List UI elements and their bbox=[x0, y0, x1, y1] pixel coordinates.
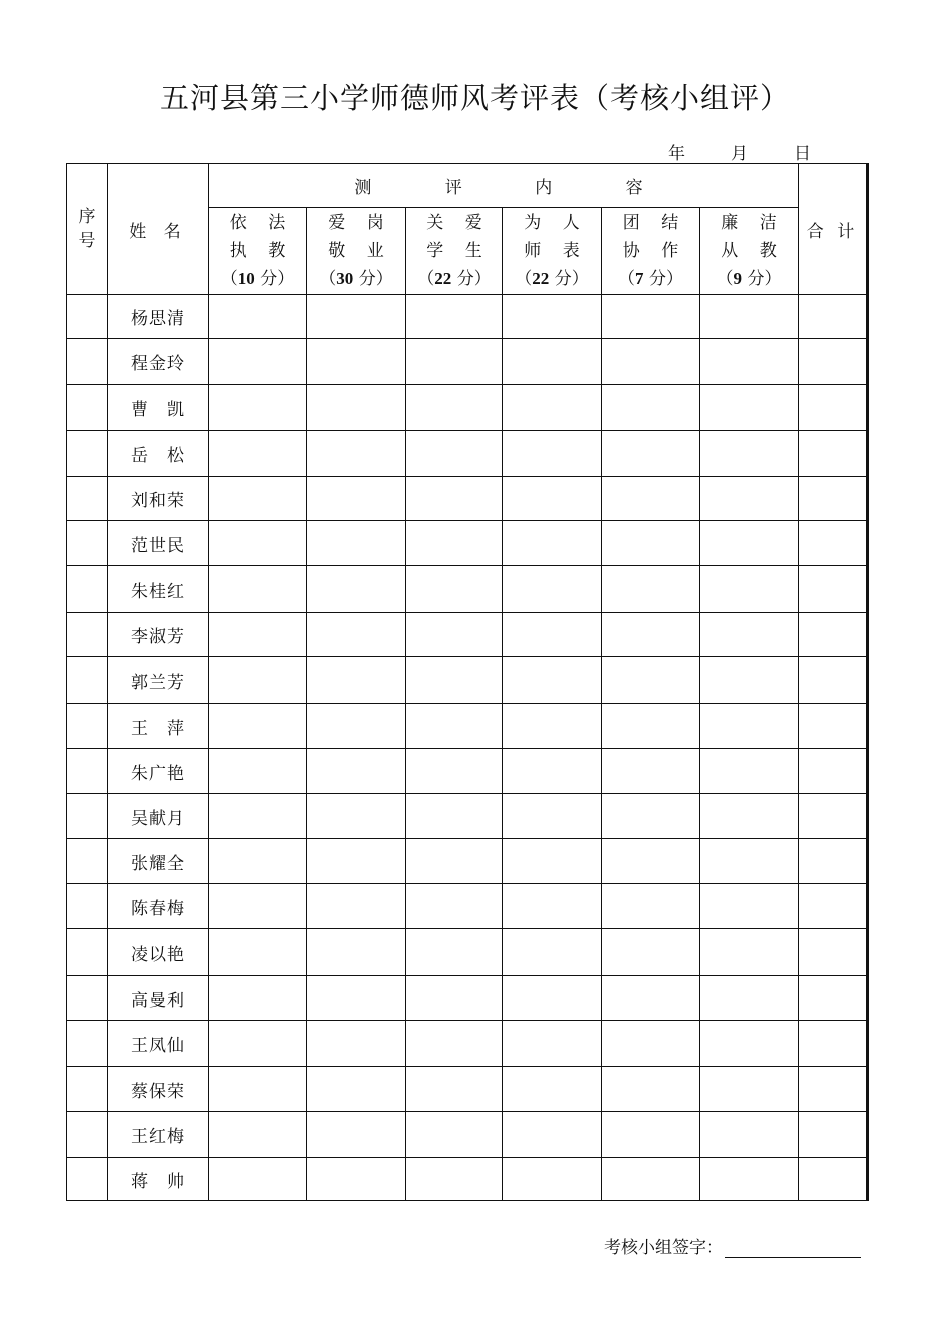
row-name-cell bbox=[108, 794, 209, 839]
criterion-points: （7 分） bbox=[618, 269, 683, 289]
table-row bbox=[67, 704, 868, 749]
criterion-line1: 爱 岗 bbox=[328, 213, 392, 233]
score-cell[interactable] bbox=[700, 1158, 799, 1201]
signature-label: 考核小组签字： bbox=[604, 1238, 723, 1258]
score-cell[interactable] bbox=[700, 657, 799, 704]
score-cell[interactable] bbox=[602, 1021, 700, 1067]
score-cell[interactable] bbox=[700, 749, 799, 794]
score-cell[interactable] bbox=[602, 521, 700, 566]
score-cell[interactable] bbox=[307, 1067, 406, 1112]
score-cell[interactable] bbox=[700, 339, 799, 385]
total-cell[interactable] bbox=[799, 1021, 868, 1067]
signature-blank[interactable] bbox=[725, 1239, 861, 1258]
score-cell[interactable] bbox=[406, 1067, 503, 1112]
score-cell[interactable] bbox=[406, 613, 503, 657]
criterion-points: （9 分） bbox=[716, 269, 782, 289]
score-cell[interactable] bbox=[406, 929, 503, 976]
total-cell[interactable] bbox=[799, 1067, 868, 1112]
row-index-cell[interactable] bbox=[67, 704, 108, 749]
score-cell[interactable] bbox=[700, 1067, 799, 1112]
score-cell[interactable] bbox=[700, 1021, 799, 1067]
score-cell[interactable] bbox=[406, 521, 503, 566]
row-index-cell[interactable] bbox=[67, 749, 108, 794]
row-index-cell[interactable] bbox=[67, 295, 108, 339]
score-cell[interactable] bbox=[307, 295, 406, 339]
teacher-name: 程金玲 bbox=[131, 354, 185, 374]
score-cell[interactable] bbox=[602, 295, 700, 339]
score-cell[interactable] bbox=[209, 884, 307, 929]
total-cell[interactable] bbox=[799, 929, 868, 976]
row-name-cell bbox=[108, 1067, 209, 1112]
total-cell[interactable] bbox=[799, 1158, 868, 1201]
teacher-name: 郭兰芳 bbox=[131, 672, 185, 693]
score-cell[interactable] bbox=[209, 521, 307, 566]
score-cell[interactable] bbox=[503, 839, 602, 884]
score-cell[interactable] bbox=[406, 839, 503, 884]
evaluation-table bbox=[66, 163, 869, 1201]
table-row bbox=[67, 477, 868, 521]
criterion-line1: 廉 洁 bbox=[721, 213, 785, 233]
score-cell[interactable] bbox=[503, 704, 602, 749]
score-cell[interactable] bbox=[602, 884, 700, 929]
score-cell[interactable] bbox=[602, 431, 700, 477]
score-cell[interactable] bbox=[307, 1021, 406, 1067]
score-cell[interactable] bbox=[307, 613, 406, 657]
score-cell[interactable] bbox=[602, 839, 700, 884]
teacher-name: 杨思清 bbox=[131, 309, 185, 329]
criterion-line2: 执 教 bbox=[229, 241, 294, 261]
score-cell[interactable] bbox=[307, 431, 406, 477]
score-cell[interactable] bbox=[209, 839, 307, 884]
form-title: 五河县第三小学师德师风考评表（考核小组评） bbox=[159, 81, 790, 115]
table-row bbox=[67, 1021, 868, 1067]
score-cell[interactable] bbox=[307, 976, 406, 1021]
score-cell[interactable] bbox=[602, 566, 700, 613]
score-cell[interactable] bbox=[503, 339, 602, 385]
score-cell[interactable] bbox=[209, 1112, 307, 1158]
score-cell[interactable] bbox=[406, 976, 503, 1021]
header-index: 序 号 bbox=[67, 164, 108, 295]
teacher-name: 刘和荣 bbox=[131, 491, 185, 511]
header-name: 姓 名 bbox=[108, 164, 209, 295]
total-cell[interactable] bbox=[799, 566, 868, 613]
score-cell[interactable] bbox=[406, 385, 503, 431]
score-cell[interactable] bbox=[406, 884, 503, 929]
total-cell[interactable] bbox=[799, 839, 868, 884]
teacher-name: 岳 松 bbox=[131, 446, 185, 466]
total-cell[interactable] bbox=[799, 976, 868, 1021]
score-cell[interactable] bbox=[209, 385, 307, 431]
score-cell[interactable] bbox=[307, 839, 406, 884]
row-name-cell bbox=[108, 884, 209, 929]
total-cell[interactable] bbox=[799, 1112, 868, 1158]
header-criterion bbox=[700, 208, 799, 295]
table-row bbox=[67, 521, 868, 566]
score-cell[interactable] bbox=[307, 566, 406, 613]
score-cell[interactable] bbox=[406, 704, 503, 749]
score-cell[interactable] bbox=[406, 339, 503, 385]
score-cell[interactable] bbox=[602, 704, 700, 749]
teacher-name: 蒋 帅 bbox=[131, 1171, 185, 1192]
row-index-cell[interactable] bbox=[67, 1021, 108, 1067]
row-index-cell[interactable] bbox=[67, 976, 108, 1021]
total-cell[interactable] bbox=[799, 749, 868, 794]
score-cell[interactable] bbox=[209, 794, 307, 839]
header-criterion bbox=[503, 208, 602, 295]
total-cell[interactable] bbox=[799, 477, 868, 521]
table-row bbox=[67, 976, 868, 1021]
teacher-name: 吴献月 bbox=[131, 808, 185, 829]
score-cell[interactable] bbox=[307, 477, 406, 521]
teacher-name: 陈春梅 bbox=[131, 898, 185, 919]
score-cell[interactable] bbox=[503, 1158, 602, 1201]
row-index-cell[interactable] bbox=[67, 431, 108, 477]
score-cell[interactable] bbox=[406, 749, 503, 794]
row-name-cell bbox=[108, 929, 209, 976]
score-cell[interactable] bbox=[406, 1112, 503, 1158]
row-name-cell bbox=[108, 1021, 209, 1067]
day-blank[interactable] bbox=[748, 145, 794, 164]
total-cell[interactable] bbox=[799, 884, 868, 929]
score-cell[interactable] bbox=[209, 704, 307, 749]
table-row bbox=[67, 749, 868, 794]
row-name-cell bbox=[108, 521, 209, 566]
score-cell[interactable] bbox=[602, 929, 700, 976]
criterion-line2: 协 作 bbox=[622, 241, 687, 261]
header-criterion bbox=[307, 208, 406, 295]
score-cell[interactable] bbox=[700, 704, 799, 749]
score-cell[interactable] bbox=[700, 884, 799, 929]
score-cell[interactable] bbox=[700, 613, 799, 657]
table-row bbox=[67, 566, 868, 613]
score-cell[interactable] bbox=[700, 431, 799, 477]
score-cell[interactable] bbox=[503, 295, 602, 339]
score-cell[interactable] bbox=[209, 295, 307, 339]
score-cell[interactable] bbox=[700, 521, 799, 566]
row-index-cell[interactable] bbox=[67, 794, 108, 839]
score-cell[interactable] bbox=[700, 477, 799, 521]
row-name-cell bbox=[108, 566, 209, 613]
score-cell[interactable] bbox=[602, 749, 700, 794]
score-cell[interactable] bbox=[602, 613, 700, 657]
score-cell[interactable] bbox=[209, 431, 307, 477]
row-index-cell[interactable] bbox=[67, 385, 108, 431]
criterion-line1: 关 爱 bbox=[426, 213, 490, 233]
row-name-cell bbox=[108, 339, 209, 385]
row-name-cell bbox=[108, 295, 209, 339]
row-name-cell bbox=[108, 839, 209, 884]
row-index-cell[interactable] bbox=[67, 339, 108, 385]
score-cell[interactable] bbox=[209, 929, 307, 976]
score-cell[interactable] bbox=[209, 1021, 307, 1067]
teacher-name: 王凤仙 bbox=[131, 1036, 185, 1056]
score-cell[interactable] bbox=[307, 385, 406, 431]
table-row bbox=[67, 431, 868, 477]
score-cell[interactable] bbox=[406, 1158, 503, 1201]
score-cell[interactable] bbox=[503, 884, 602, 929]
month-label: 月 bbox=[731, 144, 748, 164]
score-cell[interactable] bbox=[209, 566, 307, 613]
row-name-cell bbox=[108, 657, 209, 704]
score-cell[interactable] bbox=[406, 657, 503, 704]
row-name-cell bbox=[108, 431, 209, 477]
score-cell[interactable] bbox=[700, 976, 799, 1021]
row-index-cell[interactable] bbox=[67, 521, 108, 566]
criterion-line1: 依 法 bbox=[229, 213, 294, 233]
table-row bbox=[67, 884, 868, 929]
score-cell[interactable] bbox=[503, 613, 602, 657]
total-cell[interactable] bbox=[799, 657, 868, 704]
criterion-points: （22 分） bbox=[515, 269, 589, 289]
teacher-name: 凌以艳 bbox=[131, 944, 185, 965]
score-cell[interactable] bbox=[602, 976, 700, 1021]
criterion-points: （30 分） bbox=[319, 269, 393, 289]
score-cell[interactable] bbox=[503, 521, 602, 566]
score-cell[interactable] bbox=[307, 1158, 406, 1201]
criterion-line2: 学 生 bbox=[426, 241, 490, 261]
teacher-name: 王红梅 bbox=[131, 1127, 185, 1147]
score-cell[interactable] bbox=[700, 794, 799, 839]
score-cell[interactable] bbox=[700, 566, 799, 613]
score-cell[interactable] bbox=[602, 1067, 700, 1112]
criterion-points: （22 分） bbox=[417, 269, 491, 289]
row-index-cell[interactable] bbox=[67, 839, 108, 884]
score-cell[interactable] bbox=[307, 521, 406, 566]
score-cell[interactable] bbox=[503, 1021, 602, 1067]
day-label: 日 bbox=[794, 144, 811, 164]
row-index-cell[interactable] bbox=[67, 884, 108, 929]
score-cell[interactable] bbox=[602, 385, 700, 431]
score-cell[interactable] bbox=[602, 1158, 700, 1201]
score-cell[interactable] bbox=[503, 657, 602, 704]
teacher-name: 朱广艳 bbox=[131, 763, 185, 784]
score-cell[interactable] bbox=[307, 794, 406, 839]
score-cell[interactable] bbox=[406, 431, 503, 477]
teacher-name: 范世民 bbox=[131, 535, 185, 556]
score-cell[interactable] bbox=[307, 929, 406, 976]
score-cell[interactable] bbox=[307, 704, 406, 749]
table-row bbox=[67, 657, 868, 704]
score-cell[interactable] bbox=[503, 976, 602, 1021]
table-body bbox=[67, 295, 868, 1201]
score-cell[interactable] bbox=[700, 295, 799, 339]
row-index-cell[interactable] bbox=[67, 929, 108, 976]
score-cell[interactable] bbox=[602, 477, 700, 521]
total-cell[interactable] bbox=[799, 385, 868, 431]
row-name-cell bbox=[108, 385, 209, 431]
row-index-cell[interactable] bbox=[67, 1158, 108, 1201]
score-cell[interactable] bbox=[406, 295, 503, 339]
year-label: 年 bbox=[668, 144, 685, 164]
score-cell[interactable] bbox=[406, 794, 503, 839]
score-cell[interactable] bbox=[307, 657, 406, 704]
score-cell[interactable] bbox=[406, 566, 503, 613]
criterion-line2: 敬 业 bbox=[328, 241, 392, 261]
table-row bbox=[67, 295, 868, 339]
score-cell[interactable] bbox=[700, 385, 799, 431]
teacher-name: 蔡保荣 bbox=[131, 1081, 185, 1102]
teacher-name: 张耀全 bbox=[131, 853, 185, 874]
teacher-name: 高曼利 bbox=[131, 990, 185, 1011]
teacher-name: 王 萍 bbox=[131, 718, 185, 739]
total-cell[interactable] bbox=[799, 339, 868, 385]
row-index-cell[interactable] bbox=[67, 657, 108, 704]
header-criterion bbox=[406, 208, 503, 295]
criterion-line2: 师 表 bbox=[524, 241, 588, 261]
table-header bbox=[67, 164, 868, 295]
month-blank[interactable] bbox=[685, 145, 731, 164]
score-cell[interactable] bbox=[209, 657, 307, 704]
header-total: 合 计 bbox=[799, 164, 868, 295]
table-row bbox=[67, 1112, 868, 1158]
row-name-cell bbox=[108, 1112, 209, 1158]
row-name-cell bbox=[108, 976, 209, 1021]
row-index-cell[interactable] bbox=[67, 1067, 108, 1112]
score-cell[interactable] bbox=[700, 1112, 799, 1158]
table-row bbox=[67, 613, 868, 657]
score-cell[interactable] bbox=[503, 1067, 602, 1112]
score-cell[interactable] bbox=[503, 929, 602, 976]
score-cell[interactable] bbox=[503, 749, 602, 794]
score-cell[interactable] bbox=[209, 339, 307, 385]
score-cell[interactable] bbox=[700, 929, 799, 976]
table-row bbox=[67, 794, 868, 839]
header-criterion bbox=[602, 208, 700, 295]
row-name-cell bbox=[108, 704, 209, 749]
score-cell[interactable] bbox=[406, 477, 503, 521]
score-cell[interactable] bbox=[503, 566, 602, 613]
score-cell[interactable] bbox=[307, 339, 406, 385]
row-name-cell bbox=[108, 749, 209, 794]
table-row bbox=[67, 929, 868, 976]
score-cell[interactable] bbox=[602, 657, 700, 704]
date-line bbox=[620, 139, 811, 164]
total-cell[interactable] bbox=[799, 431, 868, 477]
criterion-line1: 团 结 bbox=[622, 213, 687, 233]
score-cell[interactable] bbox=[406, 1021, 503, 1067]
score-cell[interactable] bbox=[700, 839, 799, 884]
score-cell[interactable] bbox=[503, 1112, 602, 1158]
score-cell[interactable] bbox=[209, 1067, 307, 1112]
score-cell[interactable] bbox=[307, 749, 406, 794]
score-cell[interactable] bbox=[602, 339, 700, 385]
score-cell[interactable] bbox=[503, 385, 602, 431]
score-cell[interactable] bbox=[307, 884, 406, 929]
total-cell[interactable] bbox=[799, 613, 868, 657]
table-row bbox=[67, 1067, 868, 1112]
row-name-cell bbox=[108, 613, 209, 657]
table-row bbox=[67, 839, 868, 884]
total-cell[interactable] bbox=[799, 794, 868, 839]
row-index-cell[interactable] bbox=[67, 566, 108, 613]
criterion-line2: 从 教 bbox=[721, 241, 785, 261]
row-name-cell bbox=[108, 477, 209, 521]
score-cell[interactable] bbox=[209, 976, 307, 1021]
score-cell[interactable] bbox=[307, 1112, 406, 1158]
teacher-name: 李淑芳 bbox=[131, 627, 185, 647]
criterion-points: （10 分） bbox=[220, 269, 295, 289]
signature-line bbox=[604, 1233, 861, 1258]
header-content: 测 评 内 容 bbox=[209, 164, 799, 208]
row-name-cell bbox=[108, 1158, 209, 1201]
teacher-name: 曹 凯 bbox=[131, 400, 185, 420]
total-cell[interactable] bbox=[799, 521, 868, 566]
teacher-name: 朱桂红 bbox=[131, 581, 185, 602]
score-cell[interactable] bbox=[503, 477, 602, 521]
criterion-line1: 为 人 bbox=[524, 213, 588, 233]
score-cell[interactable] bbox=[209, 749, 307, 794]
row-index-cell[interactable] bbox=[67, 1112, 108, 1158]
header-criterion bbox=[209, 208, 307, 295]
table-row bbox=[67, 1158, 868, 1201]
table-row bbox=[67, 339, 868, 385]
row-index-cell[interactable] bbox=[67, 613, 108, 657]
score-cell[interactable] bbox=[209, 1158, 307, 1201]
score-cell[interactable] bbox=[602, 1112, 700, 1158]
score-cell[interactable] bbox=[503, 431, 602, 477]
score-cell[interactable] bbox=[503, 794, 602, 839]
score-cell[interactable] bbox=[602, 794, 700, 839]
total-cell[interactable] bbox=[799, 704, 868, 749]
score-cell[interactable] bbox=[209, 477, 307, 521]
total-cell[interactable] bbox=[799, 295, 868, 339]
score-cell[interactable] bbox=[209, 613, 307, 657]
table-row bbox=[67, 385, 868, 431]
row-index-cell[interactable] bbox=[67, 477, 108, 521]
year-blank[interactable] bbox=[620, 145, 668, 164]
